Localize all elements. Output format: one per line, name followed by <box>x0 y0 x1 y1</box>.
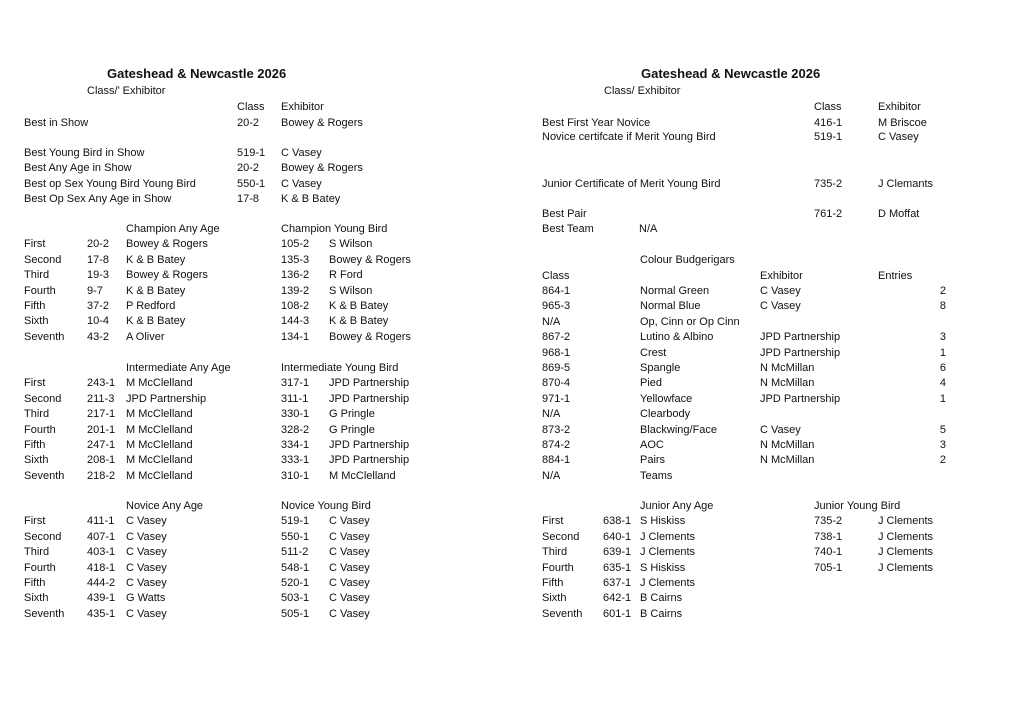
class-number: 328-2 <box>281 423 310 436</box>
award-label: Best Pair <box>542 208 587 220</box>
placing-label: Fourth <box>24 561 56 574</box>
placing-label: First <box>24 515 46 528</box>
placing-label: Fifth <box>24 577 46 589</box>
award-label: Best Any Age in Show <box>24 162 132 174</box>
class-number: N/A <box>542 469 561 482</box>
class-number: 968-1 <box>542 346 571 359</box>
entries-count: 1 <box>939 346 946 359</box>
class-number: 136-2 <box>281 269 310 282</box>
placing-label: Seventh <box>24 330 65 343</box>
section-title-young-bird: Champion Young Bird <box>281 223 388 235</box>
award-class: 20-2 <box>237 162 260 174</box>
colour-variety: AOC <box>640 439 664 451</box>
class-number: 218-2 <box>87 469 116 482</box>
column-header-class: Class <box>814 101 842 113</box>
award-value: N/A <box>639 223 658 235</box>
class-number: 884-1 <box>542 454 571 467</box>
class-number: 243-1 <box>87 377 116 390</box>
class-number: 247-1 <box>87 439 116 451</box>
colour-variety: Lutino & Albino <box>640 331 714 344</box>
class-number: 418-1 <box>87 561 116 574</box>
placing-label: Third <box>542 546 568 559</box>
class-number: 19-3 <box>87 269 110 282</box>
exhibitor-name: C Vasey <box>126 515 167 528</box>
placing-label: Fifth <box>24 439 46 451</box>
exhibitor-name: N McMillan <box>760 439 815 451</box>
entries-count: 2 <box>939 454 946 467</box>
entries-count: 3 <box>939 331 946 344</box>
exhibitor-name: C Vasey <box>126 546 167 559</box>
class-number: 740-1 <box>814 546 843 559</box>
exhibitor-name: K & B Batey <box>329 315 389 328</box>
exhibitor-name: C Vasey <box>329 607 370 620</box>
exhibitor-name: K & B Batey <box>126 315 186 328</box>
class-number: 873-2 <box>542 423 571 436</box>
class-number: 965-3 <box>542 300 571 313</box>
exhibitor-name: J Clements <box>878 530 934 543</box>
exhibitor-name: C Vasey <box>126 577 167 589</box>
exhibitor-name: P Redford <box>126 300 176 312</box>
page-title: Gateshead & Newcastle 2026 <box>107 66 287 81</box>
exhibitor-name: S Wilson <box>329 238 373 251</box>
exhibitor-name: C Vasey <box>126 607 167 620</box>
class-number: 869-5 <box>542 362 571 374</box>
exhibitor-name: Bowey & Rogers <box>126 269 208 282</box>
entries-count: 3 <box>939 439 946 451</box>
class-number: 9-7 <box>87 284 103 297</box>
class-number: 144-3 <box>281 315 310 328</box>
award-label: Best in Show <box>24 117 89 129</box>
award-label: Junior Certificate of Merit Young Bird <box>542 178 721 190</box>
exhibitor-name: K & B Batey <box>126 284 186 297</box>
exhibitor-name: G Pringle <box>329 408 375 421</box>
class-number: 735-2 <box>814 515 843 528</box>
placing-label: Second <box>24 530 62 543</box>
exhibitor-name: S Wilson <box>329 284 373 297</box>
exhibitor-name: B Cairns <box>640 607 683 620</box>
entries-count: 2 <box>939 285 946 297</box>
placing-label: Fifth <box>24 300 46 312</box>
class-number: 864-1 <box>542 285 571 297</box>
class-number: 520-1 <box>281 577 310 589</box>
column-header-exhibitor: Exhibitor <box>760 270 803 282</box>
colour-variety: Teams <box>640 469 673 482</box>
exhibitor-name: C Vasey <box>126 561 167 574</box>
section-title-any-age: Novice Any Age <box>126 500 204 512</box>
column-header-class: Class <box>237 101 265 113</box>
award-exhibitor: C Vasey <box>281 178 322 190</box>
exhibitor-name: B Cairns <box>640 592 683 605</box>
placing-label: Third <box>24 269 50 282</box>
exhibitor-name: M McClelland <box>329 469 396 482</box>
award-exhibitor: Bowey & Rogers <box>281 117 363 129</box>
exhibitor-name: Bowey & Rogers <box>329 330 411 343</box>
placing-label: Fifth <box>542 577 564 589</box>
placing-label: Fourth <box>542 561 574 574</box>
class-number: 330-1 <box>281 408 310 421</box>
class-number: 738-1 <box>814 530 843 543</box>
exhibitor-name: JPD Partnership <box>329 392 410 405</box>
section-title-any-age: Champion Any Age <box>126 223 220 235</box>
exhibitor-name: C Vasey <box>760 423 801 436</box>
award-exhibitor: Bowey & Rogers <box>281 162 363 174</box>
award-class: 519-1 <box>814 131 843 143</box>
exhibitor-name: M McClelland <box>126 439 193 451</box>
award-class: 17-8 <box>237 193 260 205</box>
class-number: 548-1 <box>281 561 310 574</box>
class-number: 201-1 <box>87 423 116 436</box>
entries-count: 8 <box>939 300 946 313</box>
class-number: 217-1 <box>87 408 116 421</box>
class-number: 550-1 <box>281 530 310 543</box>
exhibitor-name: Bowey & Rogers <box>126 238 208 251</box>
exhibitor-name: N McMillan <box>760 377 815 390</box>
class-number: 638-1 <box>603 515 632 528</box>
section-title-colour: Colour Budgerigars <box>640 254 735 266</box>
award-class: 761-2 <box>814 208 843 220</box>
subtitle: Class/’ Exhibitor <box>87 85 166 97</box>
exhibitor-name: C Vasey <box>126 530 167 543</box>
award-class: 519-1 <box>237 147 266 159</box>
exhibitor-name: C Vasey <box>329 546 370 559</box>
colour-variety: Clearbody <box>640 408 691 421</box>
exhibitor-name: G Pringle <box>329 423 375 436</box>
exhibitor-name: N McMillan <box>760 454 815 467</box>
exhibitor-name: C Vasey <box>329 515 370 528</box>
class-number: 135-3 <box>281 253 310 266</box>
placing-label: Second <box>542 530 580 543</box>
entries-count: 1 <box>939 392 946 405</box>
placing-label: Sixth <box>542 592 567 605</box>
exhibitor-name: J Clements <box>878 561 934 574</box>
exhibitor-name: M McClelland <box>126 423 193 436</box>
exhibitor-name: JPD Partnership <box>126 392 207 405</box>
exhibitor-name: J Clements <box>878 546 934 559</box>
placing-label: Fourth <box>24 284 56 297</box>
class-number: 134-1 <box>281 330 310 343</box>
class-number: 17-8 <box>87 253 110 266</box>
exhibitor-name: JPD Partnership <box>760 392 841 405</box>
award-label: Best Team <box>542 223 594 235</box>
class-number: 435-1 <box>87 607 116 620</box>
exhibitor-name: R Ford <box>329 269 363 282</box>
class-number: 639-1 <box>603 546 632 559</box>
placing-label: First <box>24 238 46 251</box>
award-label: Novice certifcate if Merit Young Bird <box>542 131 716 143</box>
exhibitor-name: JPD Partnership <box>329 377 410 390</box>
class-number: 444-2 <box>87 577 116 589</box>
class-number: 503-1 <box>281 592 310 605</box>
placing-label: Second <box>24 392 62 405</box>
class-number: 37-2 <box>87 300 110 312</box>
colour-variety: Pied <box>640 377 663 390</box>
exhibitor-name: K & B Batey <box>329 300 389 312</box>
placing-label: First <box>542 515 564 528</box>
colour-variety: Yellowface <box>640 392 693 405</box>
award-exhibitor: D Moffat <box>878 208 920 220</box>
exhibitor-name: M McClelland <box>126 408 193 421</box>
award-exhibitor: J Clemants <box>878 178 934 190</box>
class-number: 867-2 <box>542 331 571 344</box>
class-number: 640-1 <box>603 530 632 543</box>
colour-variety: Crest <box>640 346 667 359</box>
placing-label: Second <box>24 253 62 266</box>
exhibitor-name: JPD Partnership <box>760 331 841 344</box>
class-number: 20-2 <box>87 238 110 251</box>
class-number: 870-4 <box>542 377 571 390</box>
class-number: 705-1 <box>814 561 843 574</box>
exhibitor-name: A Oliver <box>126 330 165 343</box>
exhibitor-name: M McClelland <box>126 469 193 482</box>
colour-variety: Blackwing/Face <box>640 423 718 436</box>
class-number: 642-1 <box>603 592 632 605</box>
class-number: 139-2 <box>281 284 310 297</box>
placing-label: Sixth <box>24 454 49 467</box>
placing-label: Third <box>24 546 50 559</box>
section-title-any-age: Intermediate Any Age <box>126 362 231 374</box>
class-number: 519-1 <box>281 515 310 528</box>
colour-variety: Op, Cinn or Op Cinn <box>640 315 740 328</box>
placing-label: First <box>24 377 46 390</box>
class-number: 310-1 <box>281 469 310 482</box>
exhibitor-name: C Vasey <box>760 300 801 313</box>
class-number: 411-1 <box>87 515 115 528</box>
class-number: N/A <box>542 408 561 421</box>
class-number: 333-1 <box>281 454 310 467</box>
class-number: 971-1 <box>542 392 571 405</box>
class-number: 211-3 <box>87 392 115 405</box>
class-number: 874-2 <box>542 439 571 451</box>
award-exhibitor: K & B Batey <box>281 193 341 205</box>
section-title-any-age: Junior Any Age <box>640 500 714 512</box>
placing-label: Third <box>24 408 50 421</box>
exhibitor-name: J Clements <box>640 530 696 543</box>
award-label: Best op Sex Young Bird Young Bird <box>24 178 196 190</box>
class-number: 439-1 <box>87 592 116 605</box>
exhibitor-name: JPD Partnership <box>760 346 841 359</box>
class-number: 403-1 <box>87 546 116 559</box>
exhibitor-name: J Clements <box>640 546 696 559</box>
colour-variety: Spangle <box>640 362 681 374</box>
award-class: 416-1 <box>814 117 843 129</box>
column-header-exhibitor: Exhibitor <box>281 101 324 113</box>
class-number: 505-1 <box>281 607 310 620</box>
exhibitor-name: K & B Batey <box>126 253 186 266</box>
page-title: Gateshead & Newcastle 2026 <box>641 66 821 81</box>
colour-variety: Normal Green <box>640 285 710 297</box>
exhibitor-name: Bowey & Rogers <box>329 253 411 266</box>
placing-label: Seventh <box>24 469 65 482</box>
colour-variety: Pairs <box>640 454 666 467</box>
exhibitor-name: N McMillan <box>760 362 815 374</box>
class-number: 601-1 <box>603 607 632 620</box>
entries-count: 4 <box>939 377 946 390</box>
exhibitor-name: C Vasey <box>760 285 801 297</box>
column-header-exhibitor: Exhibitor <box>878 101 921 113</box>
placing-label: Seventh <box>542 607 583 620</box>
exhibitor-name: JPD Partnership <box>329 439 410 451</box>
exhibitor-name: C Vasey <box>329 530 370 543</box>
class-number: 407-1 <box>87 530 116 543</box>
section-title-young-bird: Intermediate Young Bird <box>281 362 399 374</box>
award-exhibitor: C Vasey <box>878 131 919 143</box>
exhibitor-name: M McClelland <box>126 454 193 467</box>
class-number: 105-2 <box>281 238 310 251</box>
entries-count: 5 <box>939 423 946 436</box>
award-label: Best First Year Novice <box>542 117 651 129</box>
class-number: 108-2 <box>281 300 310 312</box>
exhibitor-name: C Vasey <box>329 561 370 574</box>
class-number: 635-1 <box>603 561 632 574</box>
subtitle: Class/ Exhibitor <box>604 85 681 97</box>
exhibitor-name: S Hiskiss <box>640 515 686 528</box>
exhibitor-name: C Vasey <box>329 577 370 589</box>
entries-count: 6 <box>939 362 946 374</box>
column-header-entries: Entries <box>878 270 913 282</box>
award-label: Best Young Bird in Show <box>24 147 145 159</box>
award-exhibitor: C Vasey <box>281 147 322 159</box>
colour-variety: Normal Blue <box>640 300 701 313</box>
award-class: 735-2 <box>814 178 843 190</box>
class-number: N/A <box>542 315 561 328</box>
award-exhibitor: M Briscoe <box>878 117 927 129</box>
section-title-young-bird: Novice Young Bird <box>281 500 371 512</box>
class-number: 208-1 <box>87 454 116 467</box>
class-number: 10-4 <box>87 315 110 328</box>
class-number: 317-1 <box>281 377 310 390</box>
exhibitor-name: J Clements <box>878 515 934 528</box>
placing-label: Sixth <box>24 592 49 605</box>
exhibitor-name: S Hiskiss <box>640 561 686 574</box>
award-label: Best Op Sex Any Age in Show <box>24 193 172 205</box>
exhibitor-name: M McClelland <box>126 377 193 390</box>
placing-label: Sixth <box>24 315 49 328</box>
column-header-class: Class <box>542 270 570 282</box>
exhibitor-name: G Watts <box>126 592 166 605</box>
award-class: 20-2 <box>237 117 260 129</box>
placing-label: Fourth <box>24 423 56 436</box>
exhibitor-name: C Vasey <box>329 592 370 605</box>
class-number: 334-1 <box>281 439 310 451</box>
exhibitor-name: JPD Partnership <box>329 454 410 467</box>
placing-label: Seventh <box>24 607 65 620</box>
section-title-young-bird: Junior Young Bird <box>814 500 901 512</box>
class-number: 511-2 <box>281 546 309 559</box>
exhibitor-name: J Clements <box>640 577 696 589</box>
award-class: 550-1 <box>237 178 266 190</box>
class-number: 637-1 <box>603 577 632 589</box>
class-number: 43-2 <box>87 330 110 343</box>
class-number: 311-1 <box>281 392 309 405</box>
